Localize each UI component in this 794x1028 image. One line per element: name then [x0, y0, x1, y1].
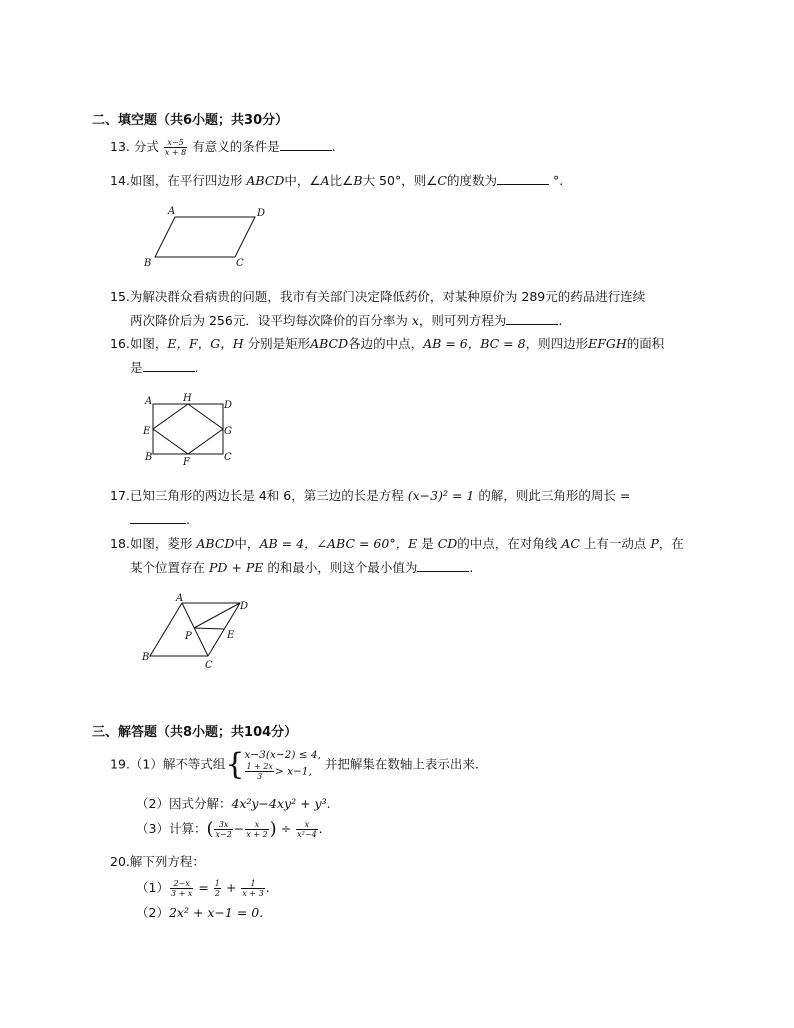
- answer-blank[interactable]: [497, 172, 549, 185]
- question-text: 的面积: [626, 336, 665, 351]
- question-text: 中，∠: [284, 173, 321, 188]
- vertex-label-h: H: [183, 393, 192, 404]
- question-text: 大 50°，则∠: [362, 173, 438, 188]
- vertex-label-b: B: [144, 258, 152, 269]
- question-text: （2）因式分解：: [136, 796, 232, 811]
- question-text: 各边的中点，: [348, 336, 424, 351]
- question-20-part-2: [136, 905, 263, 921]
- question-text: ，则可列方程为: [418, 313, 507, 328]
- answer-blank[interactable]: [130, 511, 186, 524]
- vertex-label-a: A: [168, 206, 176, 217]
- degree-unit: °.: [553, 173, 564, 188]
- vertex-label-c: C: [236, 258, 244, 269]
- question-text: 的解，则此三角形的周长 =: [478, 488, 631, 503]
- question-text: （1）: [136, 880, 169, 895]
- figure-parallelogram: [140, 200, 280, 270]
- math: 2x² + x−1 = 0.: [168, 905, 264, 920]
- question-text: 比∠: [329, 173, 354, 188]
- question-16: [110, 336, 664, 352]
- numerator: 2−x: [170, 879, 193, 889]
- section-title-fill-in: 二、填空题（共6小题；共30分）: [92, 113, 289, 128]
- question-18: [110, 536, 684, 552]
- punct: .: [318, 821, 323, 836]
- punct: .: [265, 880, 270, 895]
- numerator: x: [296, 820, 318, 830]
- figure-rectangle-midpoints: [140, 390, 240, 470]
- punct: .: [194, 360, 199, 375]
- math: E: [408, 536, 418, 551]
- answer-blank[interactable]: [143, 359, 195, 372]
- question-text: 有意义的条件是: [192, 139, 280, 154]
- math: PD + PE: [209, 560, 264, 575]
- fraction: [245, 820, 268, 839]
- math: P: [650, 536, 659, 551]
- numerator: 1: [214, 879, 220, 888]
- vertex-label-d: D: [224, 400, 233, 411]
- fraction: [241, 879, 264, 898]
- question-13: [110, 138, 336, 157]
- punct: .: [469, 560, 474, 575]
- vertex-label-d: D: [257, 208, 266, 219]
- denominator: 2: [214, 889, 220, 898]
- segment-pd: [194, 603, 240, 628]
- fraction: [164, 138, 187, 157]
- question-text: 某个位置存在: [130, 560, 206, 575]
- fraction: [245, 762, 273, 781]
- question-number: 16.: [110, 336, 130, 351]
- question-number: 19.: [110, 756, 130, 772]
- math: A: [320, 173, 330, 188]
- question-text: 如图，在平行四边形: [129, 173, 243, 188]
- paren-close: ): [269, 818, 277, 840]
- question-15-line-2: [130, 312, 562, 329]
- math: ABCD: [310, 336, 349, 351]
- question-19-part-2: [136, 796, 331, 812]
- divide-sign: ÷: [280, 821, 292, 836]
- math: B: [353, 173, 363, 188]
- question-19-part-1: [110, 749, 479, 781]
- section-title-solve: 三、解答题（共8小题；共104分）: [92, 725, 298, 740]
- fraction: [214, 820, 232, 839]
- question-text: 并把解集在数轴上表示出来.: [324, 756, 479, 772]
- question-17: [110, 488, 630, 504]
- question-16-line-2: [130, 359, 199, 376]
- question-number: 14.: [110, 173, 130, 188]
- question-17-line-2: [130, 511, 190, 528]
- denominator: x−2: [215, 830, 232, 839]
- fraction: [214, 879, 221, 898]
- vertex-label-c: C: [205, 660, 213, 671]
- question-text: 为解决群众看病贵的问题，我市有关部门决定降低药价，对某种原价为 289元的药品进行连续: [129, 289, 646, 304]
- question-number: 18.: [110, 536, 130, 551]
- system-brace: {: [225, 747, 245, 782]
- denominator: 3: [257, 772, 263, 781]
- denominator: x + 2: [246, 830, 268, 839]
- vertex-label-p: P: [185, 631, 192, 642]
- denominator: x + 8: [164, 148, 187, 157]
- math: > x−1,: [274, 765, 312, 778]
- answer-blank[interactable]: [506, 312, 558, 325]
- math: 4x²y−4xy² + y³.: [231, 796, 331, 811]
- plus-sign: +: [225, 880, 237, 895]
- question-text: 已知三角形的两边长是 4和 6，第三边的长是方程: [129, 488, 404, 503]
- question-text: 上有一动点: [583, 536, 647, 551]
- question-text: ，在: [658, 536, 684, 551]
- question-number: 15.: [110, 289, 130, 304]
- question-text: 分式: [133, 139, 159, 154]
- vertex-label-a: A: [145, 396, 153, 407]
- math: AB = 4，∠ABC = 60°，: [259, 536, 409, 551]
- question-text: 解下列方程：: [129, 854, 205, 869]
- inequality-1: x−3(x−2) ≤ 4,: [244, 749, 321, 761]
- vertex-label-c: C: [224, 452, 232, 463]
- vertex-label-b: B: [142, 652, 150, 663]
- math: ABCD: [246, 173, 285, 188]
- math: AC: [561, 536, 580, 551]
- question-text: 如图，菱形: [129, 536, 193, 551]
- math: C: [437, 173, 447, 188]
- vertex-label-e: E: [227, 630, 235, 641]
- equals-sign: =: [198, 880, 209, 895]
- question-text: 的度数为: [447, 173, 498, 188]
- rhombus-shape: [153, 404, 223, 454]
- question-text: 中，: [234, 536, 260, 551]
- punct: .: [186, 512, 190, 527]
- vertex-label-d: D: [240, 601, 249, 612]
- question-text: （1）解不等式组: [129, 756, 226, 772]
- math: CD: [437, 536, 458, 551]
- question-text: 的中点，在对角线: [457, 536, 558, 551]
- inequality-system: [244, 749, 320, 781]
- question-20: [110, 854, 205, 870]
- punct: .: [558, 313, 563, 328]
- vertex-label-b: B: [145, 452, 153, 463]
- math: AB = 6，BC = 8: [423, 336, 526, 351]
- vertex-label-a: A: [176, 593, 184, 604]
- parallelogram-shape: [155, 217, 255, 257]
- paren-open: (: [206, 818, 214, 840]
- figure-rhombus: [138, 588, 258, 673]
- question-text: 是: [421, 536, 434, 551]
- question-text: （3）计算：: [136, 821, 207, 836]
- rectangle-shape: [153, 404, 223, 454]
- inequality-2: [244, 762, 320, 781]
- question-text: ，则四边形: [525, 336, 589, 351]
- denominator: x²−4: [297, 830, 317, 839]
- math: EFGH: [588, 336, 627, 351]
- math: E，F，G，H: [167, 336, 244, 351]
- vertex-label-g: G: [224, 426, 232, 437]
- numerator: 3x: [214, 820, 232, 830]
- minus-sign: −: [233, 821, 245, 836]
- question-text: 是: [130, 360, 143, 375]
- denominator: 3 + x: [170, 889, 193, 898]
- math: x: [411, 313, 419, 328]
- fraction: [296, 820, 318, 839]
- diagonal-ac: [182, 603, 208, 656]
- numerator: 1 + 2x: [246, 762, 273, 771]
- question-text: （2）: [136, 905, 169, 920]
- question-text: 分别是矩形: [247, 336, 311, 351]
- vertex-label-f: F: [183, 457, 190, 468]
- question-number: 20.: [110, 854, 130, 869]
- question-14: [110, 172, 563, 189]
- numerator: x: [245, 820, 268, 830]
- question-18-line-2: [130, 559, 473, 576]
- answer-blank[interactable]: [417, 559, 469, 572]
- question-20-part-1: [136, 879, 270, 898]
- math: ABCD: [196, 536, 235, 551]
- numerator: x−5: [164, 138, 187, 148]
- question-19-part-3: [136, 820, 323, 839]
- fraction: [170, 879, 193, 898]
- question-15: [110, 289, 645, 305]
- question-number: 13.: [110, 139, 130, 154]
- denominator: x + 3: [242, 889, 264, 898]
- answer-blank[interactable]: [280, 138, 332, 151]
- math: (x−3)² = 1: [407, 488, 475, 503]
- punct: .: [331, 139, 336, 154]
- question-text: 的和最小，则这个最小值为: [267, 560, 418, 575]
- question-text: 如图，: [129, 336, 168, 351]
- segment-pe: [194, 628, 224, 629]
- numerator: 1: [241, 879, 264, 889]
- question-text: 两次降价后为 256元．设平均每次降价的百分率为: [130, 313, 408, 328]
- question-number: 17.: [110, 488, 130, 503]
- vertex-label-e: E: [143, 426, 151, 437]
